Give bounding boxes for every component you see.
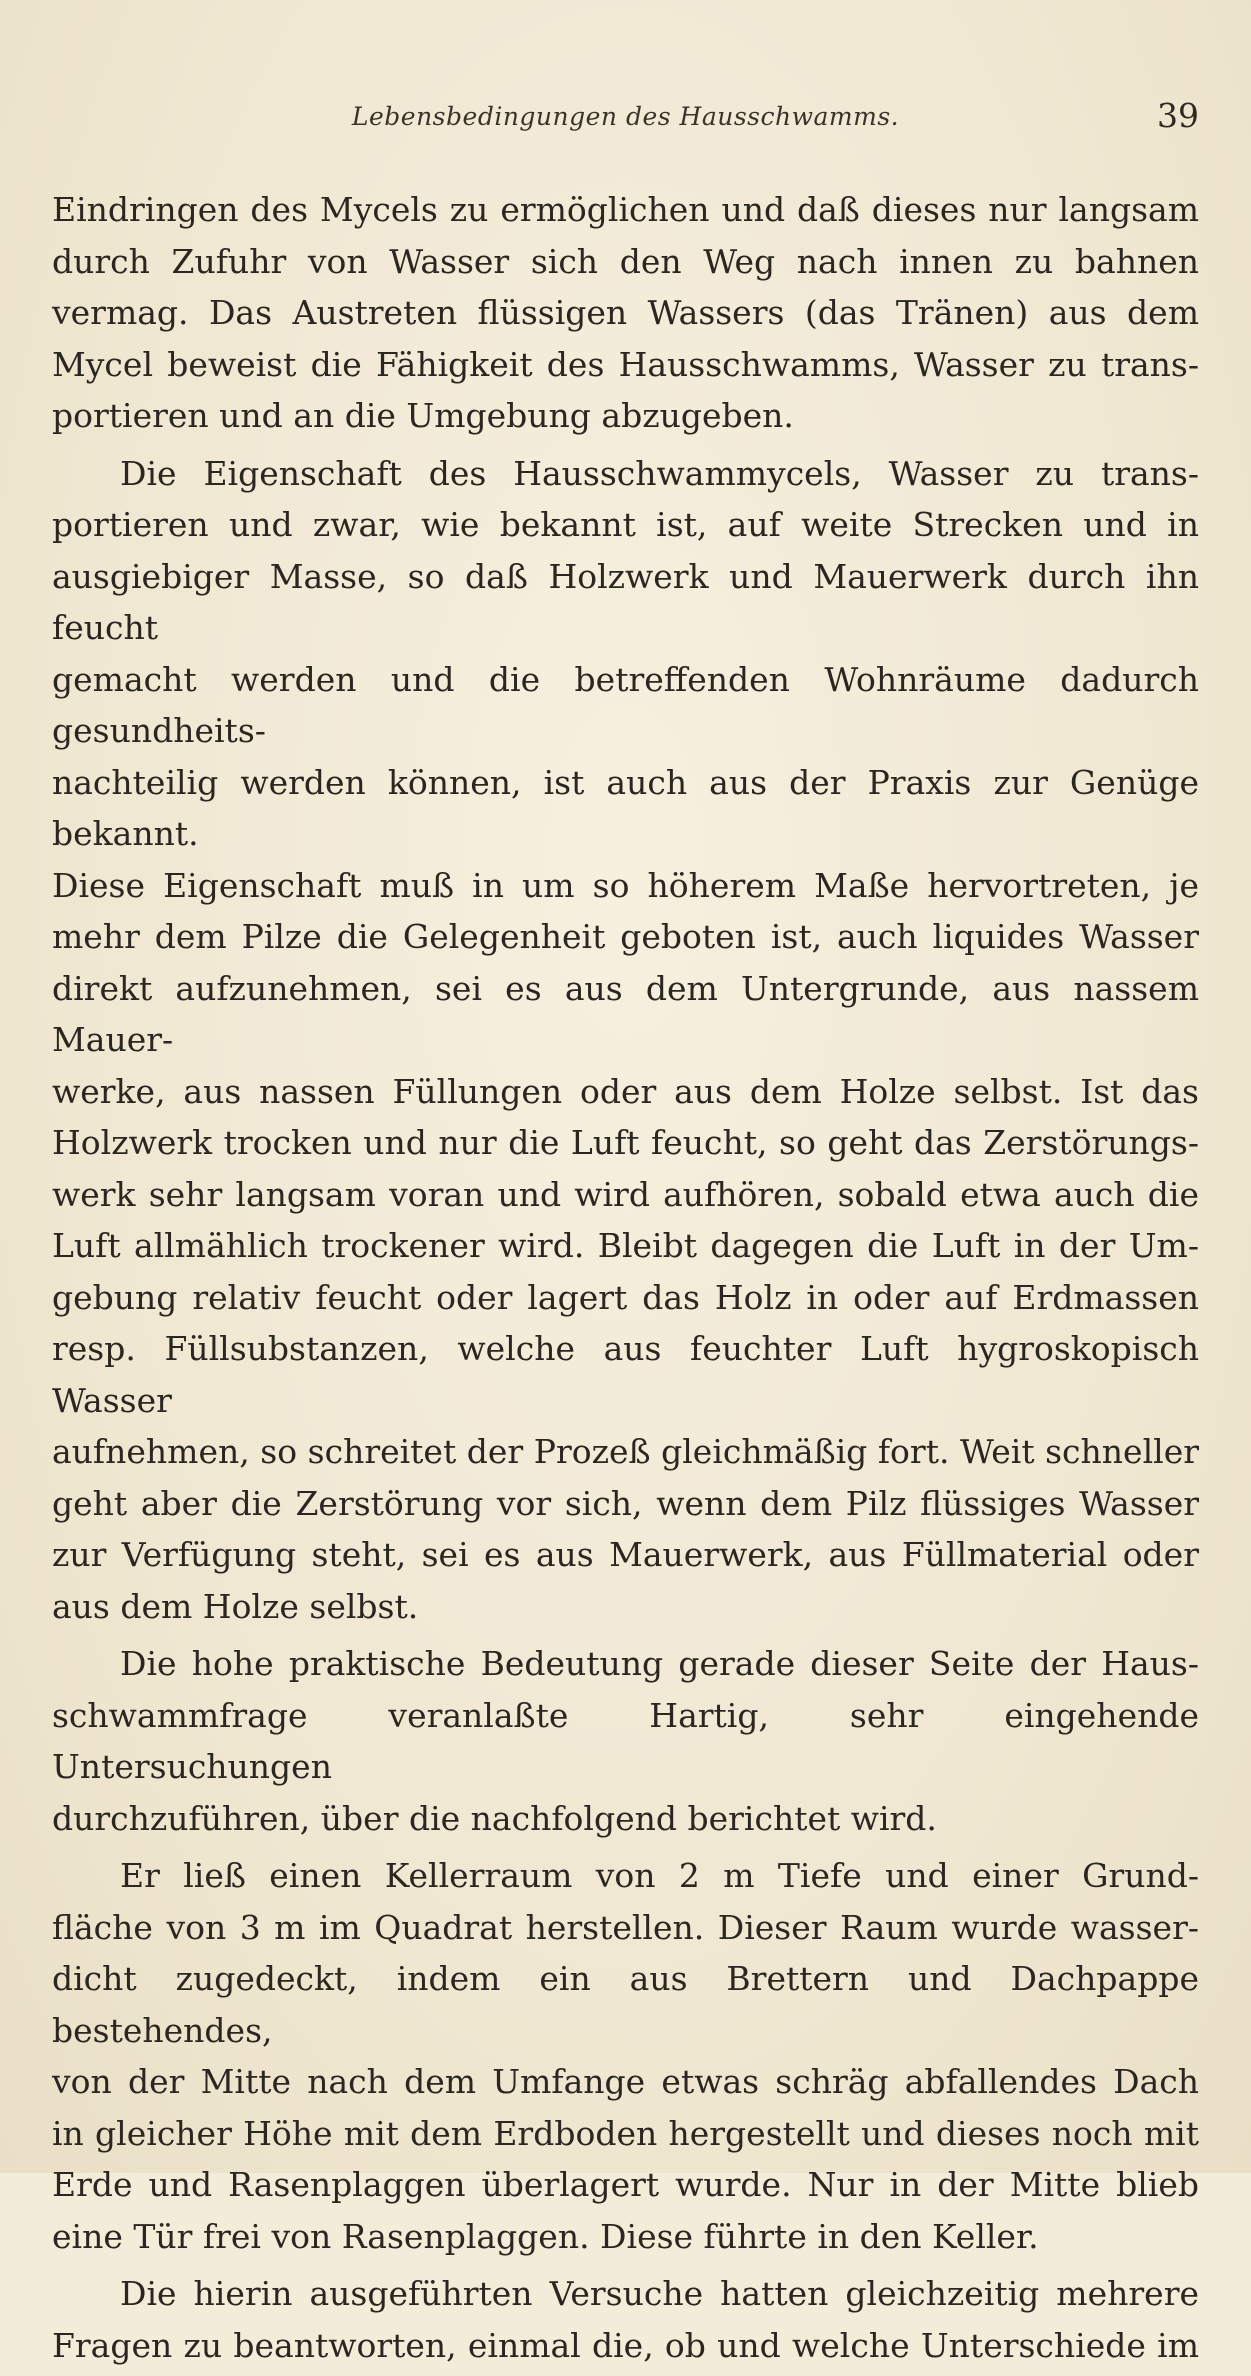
text-line: vermag. Das Austreten flüssigen Wassers (das Tränen) aus dem bbox=[52, 293, 1199, 332]
text-line: eine Tür frei von Rasenplaggen. Diese führte in den Keller. bbox=[52, 2216, 1039, 2256]
text-line: mehr dem Pilze die Gelegenheit geboten ist, auch liquides Wasser bbox=[52, 917, 1199, 956]
text-line: gemacht werden und die betreffenden Wohnräume dadurch gesundheits- bbox=[52, 659, 1199, 750]
running-head bbox=[52, 96, 1199, 136]
text-line: Fragen zu beantworten, einmal die, ob und welche Unterschiede im bbox=[52, 2325, 1199, 2365]
text-line: durch Zufuhr von Wasser sich den Weg nach innen zu bahnen bbox=[52, 241, 1199, 281]
running-title: Lebensbedingungen des Hausschwamms. bbox=[351, 102, 900, 131]
text-line: Mycel beweist die Fähigkeit des Hausschwamms, Wasser zu trans- bbox=[52, 344, 1199, 384]
page-number: 39 bbox=[1157, 96, 1199, 135]
text-line: aufnehmen, so schreitet der Prozeß gleichmäßig fort. Weit schneller bbox=[52, 1432, 1199, 1471]
text-line: schwammfrage veranlaßte Hartig, sehr eingehende Untersuchungen bbox=[52, 1695, 1199, 1786]
text-line: Eindringen des Mycels zu ermöglichen und daß dieses nur langsam bbox=[52, 190, 1199, 229]
text-line: direkt aufzunehmen, sei es aus dem Untergrunde, aus nassem Mauer- bbox=[52, 968, 1199, 1059]
text-line: Die hohe praktische Bedeutung gerade dieser Seite der Haus- bbox=[120, 1644, 1199, 1683]
text-line: nachteilig werden können, ist auch aus der Praxis zur Genüge bekannt. bbox=[52, 762, 1199, 853]
text-line: dicht zugedeckt, indem ein aus Brettern und Dachpappe bestehendes, bbox=[52, 1959, 1199, 2050]
text-line: Er ließ einen Kellerraum von 2 m Tiefe und einer Grund- bbox=[120, 1856, 1199, 1895]
body-text bbox=[52, 184, 1199, 2376]
paragraph-5 bbox=[52, 2268, 1199, 2371]
text-line: resp. Füllsubstanzen, welche aus feuchter Luft hygroskopisch Wasser bbox=[52, 1329, 1199, 1420]
text-line: portieren und zwar, wie bekannt ist, auf weite Strecken und in bbox=[52, 505, 1199, 544]
text-line: portieren und an die Umgebung abzugeben. bbox=[52, 396, 794, 435]
text-line: Die Eigenschaft des Hausschwammycels, Wasser zu trans- bbox=[120, 453, 1199, 493]
text-line: von der Mitte nach dem Umfange etwas schräg abfallendes Dach bbox=[52, 2062, 1199, 2101]
text-line: Diese Eigenschaft muß in um so höherem Maße hervortreten, je bbox=[52, 865, 1199, 905]
text-line: in gleicher Höhe mit dem Erdboden hergestellt und dieses noch mit bbox=[52, 2113, 1199, 2153]
text-line: Erde und Rasenplaggen überlagert wurde. Nur in der Mitte blieb bbox=[52, 2165, 1199, 2204]
text-line: werke, aus nassen Füllungen oder aus dem Holze selbst. Ist das bbox=[52, 1071, 1199, 1111]
text-line: Luft allmählich trockener wird. Bleibt dagegen die Luft in der Um- bbox=[52, 1226, 1199, 1265]
text-line: werk sehr langsam voran und wird aufhören, sobald etwa auch die bbox=[52, 1174, 1199, 1214]
paragraph-1 bbox=[52, 184, 1199, 442]
text-line: aus dem Holze selbst. bbox=[52, 1586, 419, 1626]
text-line: ausgiebiger Masse, so daß Holzwerk und Mauerwerk durch ihn feucht bbox=[52, 556, 1199, 647]
text-line: durchzuführen, über die nachfolgend berichtet wird. bbox=[52, 1798, 937, 1838]
text-line: gebung relativ feucht oder lagert das Holz in oder auf Erdmassen bbox=[52, 1277, 1199, 1317]
paragraph-2 bbox=[52, 448, 1199, 1633]
text-line: Die hierin ausgeführten Versuche hatten gleichzeitig mehrere bbox=[120, 2274, 1199, 2313]
text-line: fläche von 3 m im Quadrat herstellen. Dieser Raum wurde wasser- bbox=[52, 1907, 1199, 1947]
paragraph-4 bbox=[52, 1850, 1199, 2262]
paragraph-3 bbox=[52, 1638, 1199, 1844]
text-line: geht aber die Zerstörung vor sich, wenn dem Pilz flüssiges Wasser bbox=[52, 1483, 1199, 1523]
text-line: Holzwerk trocken und nur die Luft feucht, so geht das Zerstörungs- bbox=[52, 1123, 1199, 1162]
text-line: zur Verfügung steht, sei es aus Mauerwerk, aus Füllmaterial oder bbox=[52, 1535, 1199, 1574]
